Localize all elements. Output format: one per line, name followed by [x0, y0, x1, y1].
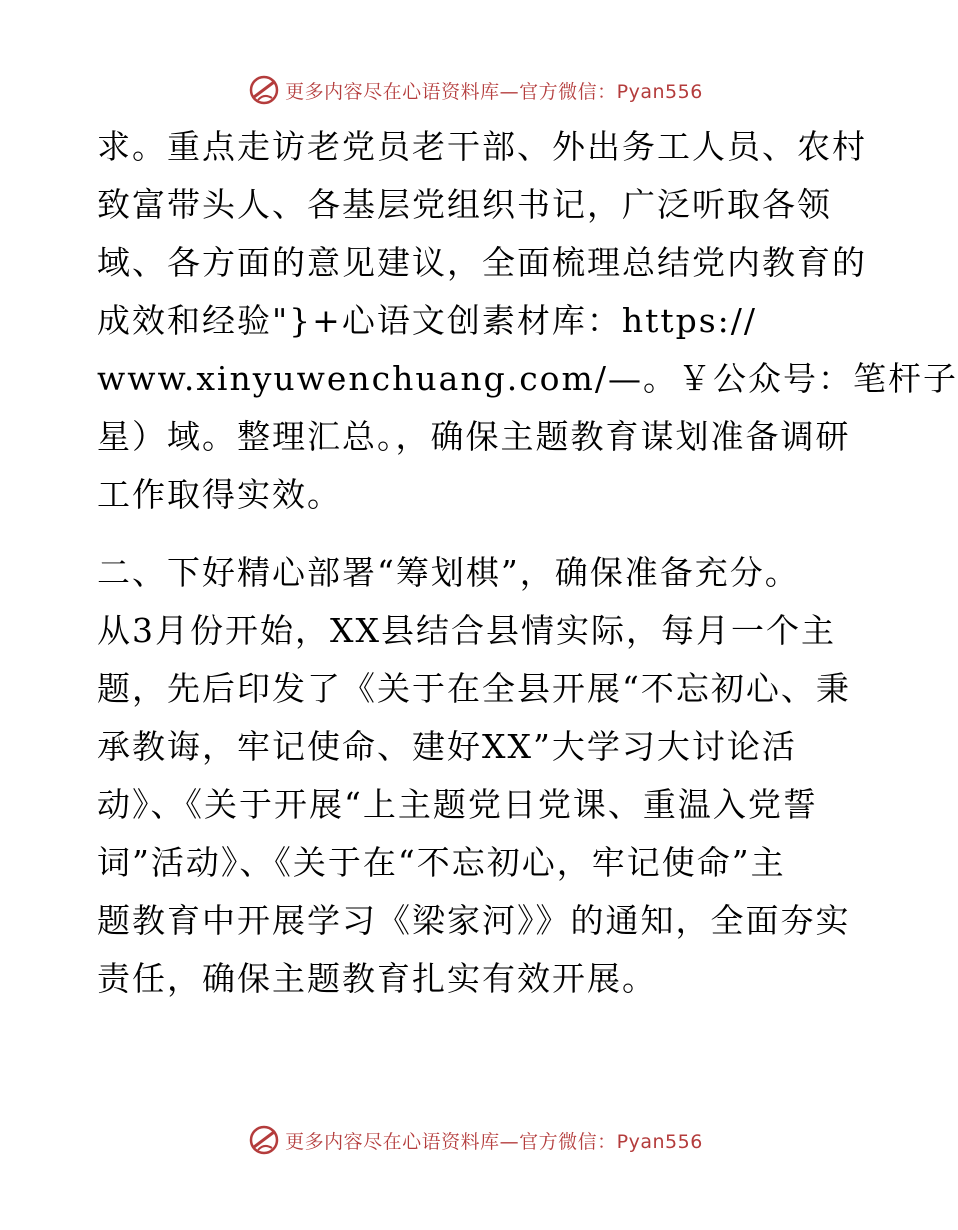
paragraph-gap — [97, 524, 857, 544]
text-line: 致富带头人、各基层党组织书记，广泛听取各领 — [97, 185, 832, 224]
text-line: 题教育中开展学习《梁家河》》的通知，全面夯实 — [97, 901, 851, 940]
section-heading-line: 二、下好精心部署“筹划棋”，确保准备充分。 — [97, 553, 800, 592]
document-body — [97, 118, 958, 1008]
text-line: 动》、《关于开展“上主题党日党课、重温入党誓 — [97, 785, 818, 824]
text-line: 求。重点走访老党员老干部、外出务工人员、农村 — [97, 127, 867, 166]
text-line: 责任，确保主题教育扎实有效开展。 — [97, 959, 657, 998]
text-line: www.xinyuwenchuang.com/—。￥公众号：笔杆子 — [97, 359, 958, 398]
text-line: 域、各方面的意见建议，全面梳理总结党内教育的 — [97, 243, 867, 282]
paragraph-2 — [97, 544, 857, 1008]
header-watermark-banner — [0, 70, 950, 110]
text-line: 成效和经验"}+心语文创素材库：https:// — [97, 301, 758, 340]
footer-watermark-banner — [0, 1120, 950, 1160]
paragraph-1 — [97, 118, 958, 524]
brand-logo-icon — [247, 1123, 281, 1157]
text-line: 星）域。整理汇总。，确保主题教育谋划准备调研 — [97, 417, 851, 456]
text-line: 从3月份开始，XX县结合县情实际，每月一个主 — [97, 611, 836, 650]
footer-banner-text: 更多内容尽在心语资料库—官方微信：Pyan556 — [285, 1130, 703, 1153]
text-line: 工作取得实效。 — [97, 475, 342, 514]
header-banner-text: 更多内容尽在心语资料库—官方微信：Pyan556 — [285, 80, 703, 103]
text-line: 题，先后印发了《关于在全县开展“不忘初心、秉 — [97, 669, 851, 708]
text-line: 承教诲，牢记使命、建好XX”大学习大讨论活 — [97, 727, 797, 766]
brand-logo-icon — [247, 73, 281, 107]
text-line: 词”活动》、《关于在“不忘初心，牢记使命”主 — [97, 843, 786, 882]
